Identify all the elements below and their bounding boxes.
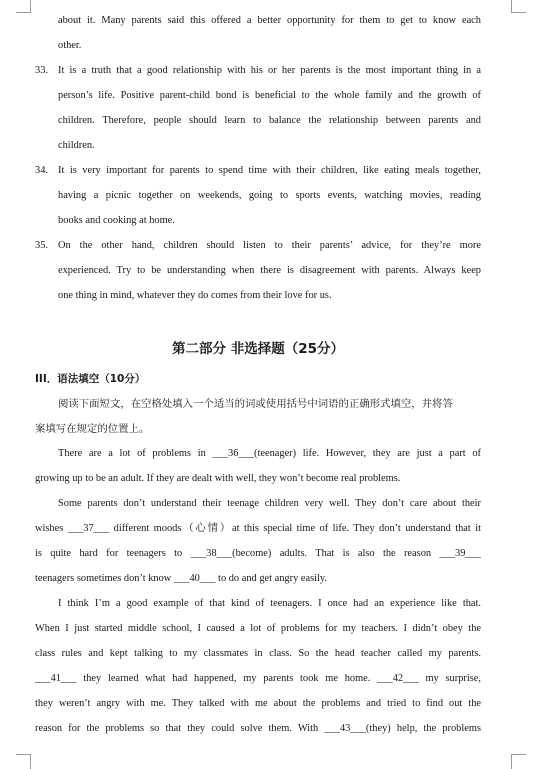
item-line: experienced. Try to be understanding when there is disagreement with parents. Always keep <box>58 265 481 276</box>
continuation-line: other. <box>58 40 82 51</box>
continuation-line: about it. Many parents said this offered a better opportunity for them to get to know each <box>58 15 481 26</box>
passage-line: teenagers sometimes don’t know ___40___ to do and get angry easily. <box>35 573 328 584</box>
passage-line: ___41___ they learned what had happened, my parents took me home. ___42___ my surprise, <box>35 673 481 684</box>
item-number: 34. <box>35 165 48 176</box>
passage-line: When I just started middle school, I caused a lot of problems for my teachers. I didn’t obey the <box>35 623 481 634</box>
passage-line: growing up to be an adult. If they are dealt with well, they won’t become real problems. <box>35 473 401 484</box>
instruction-line: 案填写在规定的位置上。 <box>35 423 150 435</box>
passage-line: reason for the problems so that they could solve them. With ___43___(they) help, the problems <box>35 723 481 734</box>
page-corner-mark-top-left <box>16 0 31 13</box>
passage-line: wishes ___37___ different moods（心情）at this special time of life. They don’t understand that it <box>35 523 481 534</box>
section-title: 第二部分 非选择题（25分） <box>172 341 344 357</box>
passage-line: I think I’m a good example of that kind of teenagers. I once had an experience like that. <box>58 598 481 609</box>
item-line: children. <box>58 140 95 151</box>
item-line: one thing in mind, whatever they do comes from their love for us. <box>58 290 332 301</box>
passage-line: There are a lot of problems in ___36___(teenager) life. However, they are just a part of <box>58 448 481 459</box>
item-number: 33. <box>35 65 48 76</box>
passage-line: they weren’t angry with me. They talked with me about the problems and tried to find out the <box>35 698 481 709</box>
passage-line: Some parents don’t understand their teenage children very well. They don’t care about their <box>58 498 481 509</box>
passage-line: is quite hard for teenagers to ___38___(become) adults. That is also the reason ___39___ <box>35 548 481 559</box>
item-line: person’s life. Positive parent-child bond is beneficial to the whole family and the growth of <box>58 90 481 101</box>
page-corner-mark-bottom-left <box>16 754 31 769</box>
item-line: children. Therefore, people should learn to balance the relationship between parents and <box>58 115 481 126</box>
page-corner-mark-top-right <box>511 0 526 13</box>
item-line: books and cooking at home. <box>58 215 175 226</box>
item-line: It is a truth that a good relationship with his or her parents is the most important thing in a <box>58 65 481 76</box>
item-line: having a picnic together on weekends, going to sports events, watching movies, reading <box>58 190 481 201</box>
passage-line: class rules and kept talking to my classmates in class. So the head teacher called my parents. <box>35 648 481 659</box>
part-heading: III．语法填空（10分） <box>35 373 146 385</box>
page-corner-mark-bottom-right <box>511 754 526 769</box>
item-number: 35. <box>35 240 48 251</box>
item-line: It is very important for parents to spend time with their children, like eating meals together, <box>58 165 481 176</box>
instruction-line: 阅读下面短文，在空格处填入一个适当的词或使用括号中词语的正确形式填空，并将答 <box>58 398 453 410</box>
item-line: On the other hand, children should listen to their parents’ advice, for they’re more <box>58 240 481 251</box>
